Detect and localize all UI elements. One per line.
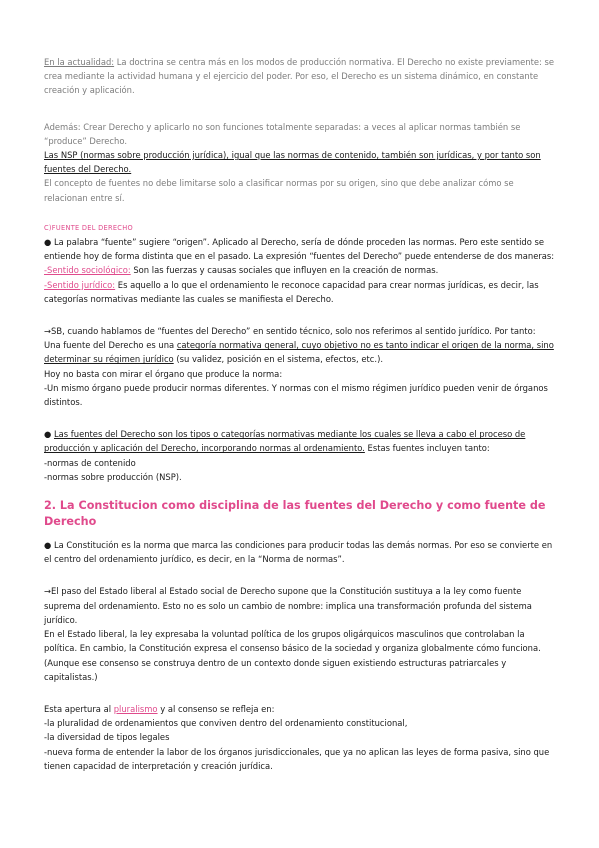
paragraph-sb: →SB, cuando hablamos de “fuentes del Derecho” en sentido técnico, solo nos referimos al sentido jurídico. Por tanto: (44, 326, 536, 337)
list-item-diversidad: -la diversidad de tipos legales (44, 732, 170, 743)
paragraph-estado-liberal-social: →El paso del Estado liberal al Estado social de Derecho supone que la Constitución sustituya a la ley como fuente suprema del ordenamiento. Esto no es solo un cambio de nombre: implica una transformación profunda del sistema jurídico. (44, 586, 532, 625)
section-heading-constitucion: 2. La Constitucion como disciplina de las fuentes del Derecho y como fuente de Derecho (44, 499, 546, 529)
paragraph-constitucion-norma: ● La Constitución es la norma que marca las condiciones para producir todas las demás normas. Por eso se convierte en el centro del ordenamiento jurídico, es decir, en la “Norma de normas”. (44, 540, 553, 565)
paragraph-estado-liberal: En el Estado liberal, la ley expresaba la voluntad política de los grupos oligárquicos masculinos que controlaban la política. En cambio, la Constitución expresa el consenso básico de la sociedad y organiza globalmente cómo funciona. (Aunque ese consenso se construya dentro de un contexto donde siguen existiendo estructuras patriarcales y capitalistas.) (44, 629, 541, 682)
paragraph-fuentes-tipos: ● Las fuentes del Derecho son los tipos o categorías normativas mediante los cuales se lleva a cabo el proceso de producción y aplicación del Derecho, incorporando normas al ordenamiento. Estas fuentes incluyen tanto: (44, 429, 526, 454)
list-item-normas-produccion: -normas sobre producción (NSP). (44, 471, 182, 482)
label-actualidad: En la actualidad: (44, 57, 115, 67)
paragraph-palabra-fuente: ● La palabra “fuente” sugiere “origen”. Aplicado al Derecho, sería de dónde proceden las normas. Pero este sentido se entiende hoy de forma distinta que en el pasado. La expresión “fuentes del Derecho” puede entenderse de dos maneras: (44, 237, 555, 262)
paragraph-nsp: Las NSP (normas sobre producción jurídica), igual que las normas de contenido, también son jurídicas, y por tanto son fuentes del Derecho. (44, 150, 541, 175)
paragraph-sentido-juridico: -Sentido jurídico: Es aquello a lo que el ordenamiento le reconoce capacidad para crear normas jurídicas, es decir, las categorías normativas mediante las cuales se manifiesta el Derecho. (44, 279, 539, 304)
paragraph-actualidad: En la actualidad: La doctrina se centra más en los modos de producción normativa. El Derecho no existe previamente: se crea mediante la actividad humana y el ejercicio del poder. Por eso, el Derecho es un sistema dinámico, en constante creación y aplicación. (44, 57, 555, 96)
paragraph-sentido-sociologico: -Sentido sociológico: Son las fuerzas y causas sociales que influyen en la creación de normas. (44, 265, 439, 276)
paragraph-concepto-fuentes: El concepto de fuentes no debe limitarse solo a clasificar normas por su origen, sino que debe analizar cómo se relacionan entre sí. (44, 178, 514, 203)
paragraph-fuente-categoria: Una fuente del Derecho es una categoría normativa general, cuyo objetivo no es tanto indicar el origen de la norma, sino determinar su régimen jurídico (su validez, posición en el sistema, efectos, etc.). (44, 340, 554, 365)
paragraph-no-basta: Hoy no basta con mirar el órgano que produce la norma: (44, 368, 283, 379)
list-item-pluralidad: -la pluralidad de ordenamientos que conviven dentro del ordenamiento constitucional, (44, 718, 408, 729)
section-label-fuente-derecho: C)FUENTE DEL DERECHO (44, 223, 133, 232)
paragraph-mismo-organo: -Un mismo órgano puede producir normas diferentes. Y normas con el mismo régimen jurídico pueden venir de órganos distintos. (44, 382, 548, 408)
list-item-organos-jurisdiccionales: -nueva forma de entender la labor de los órganos jurisdiccionales, que ya no aplican las leyes de forma pasiva, sino que tienen capacidad de interpretación y creación jurídica. (44, 746, 550, 771)
list-item-normas-contenido: -normas de contenido (44, 457, 136, 468)
paragraph-ademas: Además: Crear Derecho y aplicarlo no son funciones totalmente separadas: a veces al aplicar normas también se “produce” Derecho. (44, 121, 521, 146)
paragraph-pluralismo: Esta apertura al pluralismo y al consenso se refleja en: (44, 703, 275, 714)
